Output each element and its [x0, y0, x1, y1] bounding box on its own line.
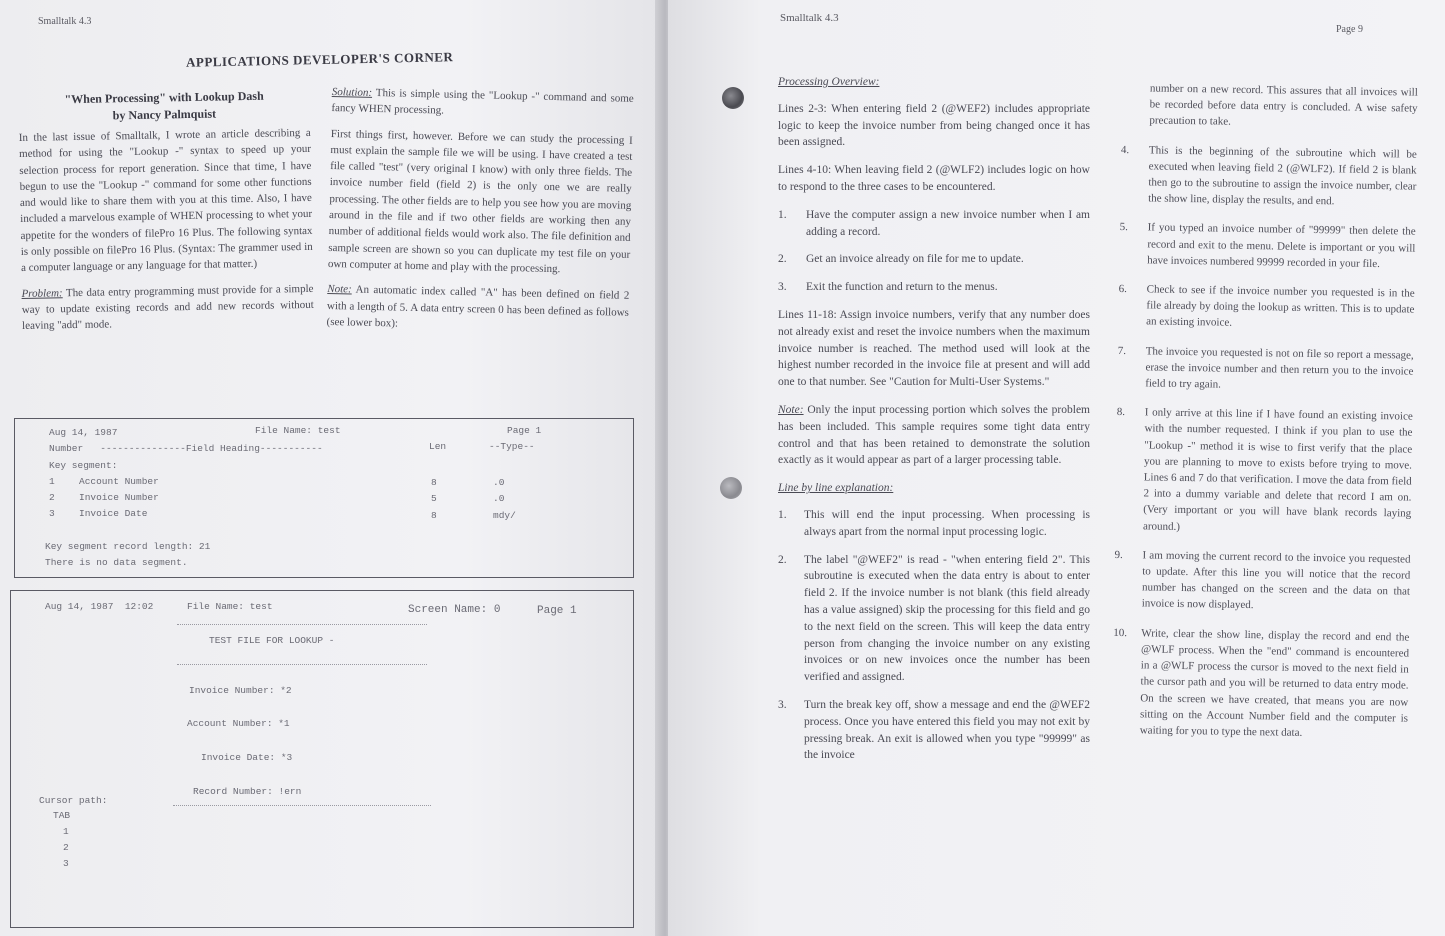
right-page [668, 0, 1445, 936]
screen-field-invoice-date: Invoice Date: *3 [201, 752, 293, 763]
explain-text-5: If you typed an invoice number of "99999" then delete the record and exit to the menu. Delete is important or you will have invoices numbered 99999 recorded in your file. [1147, 221, 1416, 270]
cursor-path-1: 1 [63, 826, 69, 837]
case-text-2: Get an invoice already on file for me to update. [806, 253, 1024, 266]
left-column-text [19, 125, 315, 335]
def-page: Page 1 [507, 425, 542, 436]
note-label: Note: [327, 283, 352, 296]
problem-paragraph [21, 281, 314, 335]
explain-text-8: I only arrive at this line if I have found an existing invoice with the number requested. I think if you plan to use the "Lookup -" method it is wise to first verify that the place you are planning to move to exists before trying to move. Lines 6 and 7 do that verification. I move the data from field 2 into a dummy variable and delete that record I am on. (Very important or you will have blank records laying around.) [1142, 406, 1413, 533]
note-2-paragraph [778, 402, 1090, 469]
article-title: "When Processing" with Lookup Dash [64, 88, 264, 107]
right-right-column [1111, 80, 1418, 756]
explain-item-1 [778, 507, 1090, 541]
lines-4-10-paragraph: Lines 4-10: When leaving field 2 (@WLF2) includes logic on how to respond to the three cases to be encountered. [778, 164, 1090, 193]
def-type-label: --Type-- [489, 441, 535, 452]
explain-num-2: 2. [778, 553, 787, 566]
binder-hole-right-top [722, 87, 744, 109]
screen-field-account-number: Account Number: *1 [187, 718, 290, 729]
problem-label: Problem: [21, 286, 63, 300]
screen-page: Page 1 [537, 605, 577, 617]
left-column [18, 87, 314, 344]
screen-name: Screen Name: 0 [408, 604, 501, 616]
section-title: APPLICATIONS DEVELOPER'S CORNER [185, 49, 454, 70]
byline: by Nancy Palmquist [112, 106, 217, 123]
binder-hole-right-middle [720, 477, 742, 499]
explain-text-7: The invoice you requested is not on file so report a message, erase the invoice number and then return you to the invoice field to try again. [1145, 345, 1414, 391]
cursor-path-3: 3 [63, 858, 69, 869]
def-date: Aug 14, 1987 [49, 427, 118, 438]
explain-item-10 [1112, 625, 1410, 743]
screen-date-time: Aug 14, 1987 12:02 [45, 601, 154, 612]
file-definition-box [14, 418, 634, 578]
explain-num-8: 8. [1116, 406, 1126, 419]
def-footer-length: Key segment record length: 21 [45, 541, 211, 552]
def-row-3-name: Invoice Date [79, 508, 148, 519]
explain-item-4 [1120, 142, 1417, 211]
cursor-path-label: Cursor path: [39, 795, 108, 806]
lines-2-3-paragraph: Lines 2-3: When entering field 2 (@WEF2) includes appropriate logic to keep the invoice number from being changed once it has been assigned. [778, 102, 1090, 149]
case-item-1 [778, 207, 1090, 241]
def-row-3-type: mdy/ [493, 510, 516, 521]
def-row-2-type: .0 [493, 493, 505, 504]
explain-text-3: Turn the break key off, show a message and end the @WEF2 process. Once you have entered this field you may not exit by pressing break. An exit is allowed when you type "99999" as the invoice [804, 698, 1090, 762]
def-row-1-name: Account Number [79, 476, 159, 487]
explain-item-6 [1118, 281, 1415, 334]
case-text-1: Have the computer assign a new invoice number when I am adding a record. [806, 208, 1090, 238]
explain-item-8 [1115, 404, 1413, 538]
explain-text-2: The label "@WEF2" is read - "when entering field 2". This subroutine is executed when the data entry is about to enter field 2. If the invoice number is not blank (this field already has a value assigned) skip the processing for this field and go to the next field on the screen. This will keep the data entry person from changing the invoice number on any existing invoices or on new invoices once the number has been verified and assigned. [804, 553, 1090, 684]
right-running-header: Smalltalk 4.3 [780, 12, 839, 24]
explain-num-3: 3. [778, 698, 787, 711]
explain-item-7 [1117, 343, 1414, 396]
def-header-row: Number ---------------Field Heading----------- [49, 443, 323, 454]
def-row-3-num: 3 [49, 508, 55, 519]
screen-field-record-number: Record Number: !ern [193, 786, 302, 797]
explain-text-4: This is the beginning of the subroutine which will be executed when leaving field 2 (@WLF2). If field 2 is blank then go to the subroutine to assign the invoice number, clear the show line, display the results, and end. [1148, 144, 1417, 208]
screen-divider-top [177, 624, 427, 625]
case-item-3 [778, 279, 1090, 296]
explain-num-6: 6. [1118, 283, 1128, 296]
solution-label: Solution: [331, 85, 373, 99]
screen-title: TEST FILE FOR LOOKUP - [209, 635, 335, 646]
explain-num-1: 1. [778, 508, 787, 521]
note-2-text: Only the input processing portion which solves the problem has been included. This sample requires some tight data entry control and that has been retained to demonstrate the solution exactly as it would appear as part of a larger processing table. [778, 403, 1090, 467]
def-footer-segment: There is no data segment. [45, 557, 188, 568]
left-running-header: Smalltalk 4.3 [38, 16, 92, 27]
cursor-path-2: 2 [63, 842, 69, 853]
screen-file-name: File Name: test [187, 601, 273, 612]
case-num-1: 1. [778, 208, 787, 221]
explain-text-1: This will end the input processing. When processing is always apart from the normal input processing logic. [804, 508, 1090, 538]
explain-item-5 [1119, 219, 1416, 272]
explain-text-9: I am moving the current record to the invoice you requested to update. After this line you will notice that the record number has changed on the screen and the data on that invoice is now displayed. [1141, 549, 1411, 612]
overview-label: Processing Overview: [778, 76, 880, 88]
problem-text: The data entry programming must provide for a simple way to update existing records and add new records without leaving "add" mode. [21, 282, 314, 333]
def-row-2-name: Invoice Number [79, 492, 159, 503]
def-key-segment: Key segment: [49, 460, 118, 471]
case-item-2 [778, 251, 1090, 268]
explain-num-9: 9. [1114, 548, 1123, 561]
screen-field-invoice-number: Invoice Number: *2 [189, 685, 292, 696]
note-paragraph [326, 281, 629, 337]
line-by-line-label: Line by line explanation: [778, 482, 894, 495]
cursor-path-tab: TAB [53, 810, 71, 821]
def-row-1-type: .0 [493, 477, 505, 488]
screen-divider-bottom [177, 664, 427, 665]
left-page [0, 0, 662, 936]
first-things-paragraph: First things first, however. Before we can study the processing I must explain the sample file we will be using. I have created a test file called "test" (very original I know) with only three fields. The invoice number field (field 2) is the only one we are really processing. The other fields are to help you see how you are moving around in the file and if two other fields are working then any number of additional fields would work also. The file definition and sample screen are shown so you can duplicate my test file on your own computer at home and play with the processing. [327, 127, 633, 276]
screen-layout-box [10, 590, 634, 928]
def-file-name: File Name: test [255, 425, 341, 436]
intro-paragraph: In the last issue of Smalltalk, I wrote an article describing a method for using the "Lookup -" syntax to speed up your selection process for report generation. Since that time, I have begun to use the "Lookup -" command for some other functions and would like to share them with you at this time. Also, I have included a marvelous example of WHEN processing to whet your appetite for the wonders of filePro 16 Plus. The following syntax is only possible on filePro 16 Plus. (Syntax: The grammer used in a computer language or any language for that matter.) [18, 126, 313, 275]
right-left-column [778, 74, 1090, 775]
note-text: An automatic index called "A" has been defined on field 2 with a length of 5. A data entry screen 0 has been defined as follows (see lower box): [326, 283, 630, 330]
case-num-3: 3. [778, 281, 787, 294]
explain-text-6: Check to see if the invoice number you requested is in the file already by doing the lookup as written. This is to update an existing invoice. [1146, 283, 1415, 330]
overview-heading [778, 74, 1090, 91]
explain-num-7: 7. [1117, 344, 1127, 357]
explain-item-2 [778, 552, 1090, 686]
middle-column [326, 84, 634, 346]
explain-num-5: 5. [1119, 221, 1129, 234]
def-len-label: Len [429, 441, 447, 452]
case-num-2: 2. [778, 253, 787, 266]
def-row-2-num: 2 [49, 492, 55, 503]
line-by-line-heading [778, 480, 1090, 497]
continued-paragraph: number on a new record. This assures that all invoices will be recorded before data entry is concluded. A wise safety precaution to take. [1149, 82, 1418, 129]
def-row-1-num: 1 [49, 476, 55, 487]
solution-text: This is simple using the "Lookup -" command and some fancy WHEN processing. [331, 86, 634, 117]
page-number: Page 9 [1336, 24, 1363, 35]
explain-num-10: 10. [1113, 626, 1128, 639]
def-row-1-len: 8 [431, 477, 437, 488]
lines-11-18-paragraph: Lines 11-18: Assign invoice numbers, verify that any number does not already exist and reset the invoice numbers when the maximum invoice number is reached. The method used will look at the highest number recorded in the invoice file at present and will add one to that number. See "Caution for Multi-User Systems." [778, 308, 1090, 389]
def-row-3-len: 8 [431, 510, 437, 521]
def-row-2-len: 5 [431, 493, 437, 504]
note-2-label: Note: [778, 403, 804, 416]
screen-divider-fields [173, 805, 431, 806]
explain-item-3 [778, 697, 1090, 764]
solution-paragraph [331, 84, 634, 123]
explain-item-9 [1114, 547, 1411, 616]
explain-text-10: Write, clear the show line, display the record and end the @WLF process. When the "end" command is encountered in a @WLF process the cursor is moved to the next field in the cursor path and you will be returned to data entry mode. On the screen we have created, that means you are now sitting on the Account Number field and the computer is waiting for you to type the next data. [1139, 627, 1410, 739]
case-text-3: Exit the function and return to the menus. [806, 281, 998, 294]
explain-num-4: 4. [1120, 143, 1130, 156]
